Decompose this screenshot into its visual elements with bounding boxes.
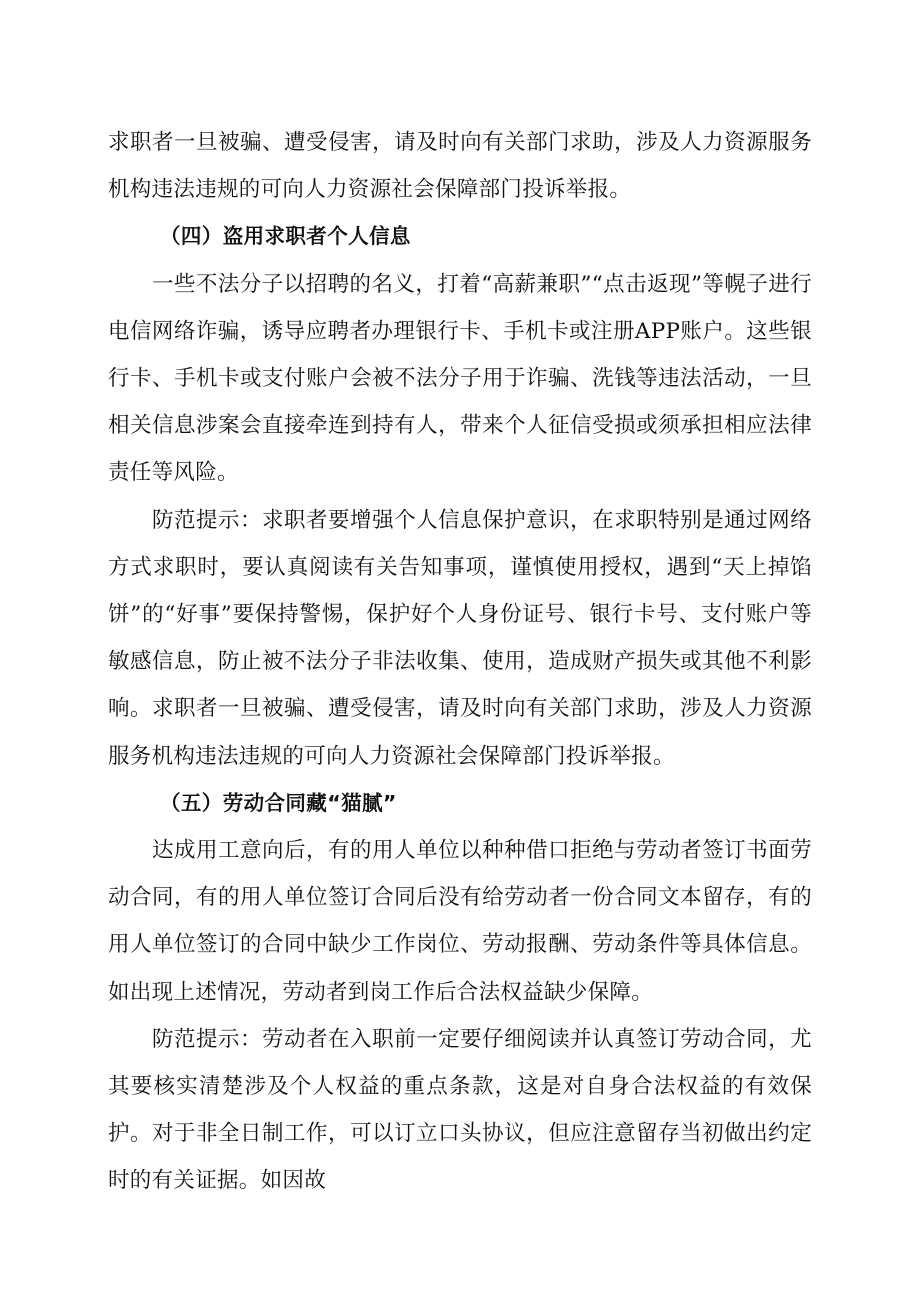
paragraph-contract-description: 达成用工意向后，有的用人单位以种种借口拒绝与劳动者签订书面劳动合同，有的用人单位签订合同后没有给劳动者一份合同文本留存，有的用人单位签订的合同中缺少工作岗位、劳动报酬、劳动条件等具体信息。如出现上述情况，劳动者到岗工作后合法权益缺少保障。 <box>108 838 812 1005</box>
paragraph-fraud-description: 一些不法分子以招聘的名义，打着“高薪兼职”“点击返现”等幌子进行电信网络诈骗，诱导应聘者办理银行卡、手机卡或注册APP账户。这些银行卡、手机卡或支付账户会被不法分子用于诈骗、洗钱等违法活动，一旦相关信息涉案会直接牵连到持有人，带来个人征信受损或须承担相应法律责任等风险。 <box>108 271 812 486</box>
paragraph-prevention-tip-5: 防范提示：劳动者在入职前一定要仔细阅读并认真签订劳动合同，尤其要核实清楚涉及个人权益的重点条款，这是对自身合法权益的有效保护。对于非全日制工作，可以订立口头协议，但应注意留存当初做出约定时的有关证据。如因故 <box>108 1026 812 1194</box>
paragraph-continued: 求职者一旦被骗、遭受侵害，请及时向有关部门求助，涉及人力资源服务机构违法违规的可向人力资源社会保障部门投诉举报。 <box>108 130 812 203</box>
paragraph-prevention-tip-4: 防范提示：求职者要增强个人信息保护意识，在求职特别是通过网络方式求职时，要认真阅读有关告知事项，谨慎使用授权，遇到“天上掉馅饼”的“好事”要保持警惕，保护好个人身份证号、银行卡号、支付账户等敏感信息，防止被不法分子非法收集、使用，造成财产损失或其他不利影响。求职者一旦被骗、遭受侵害，请及时向有关部门求助，涉及人力资源服务机构违法违规的可向人力资源社会保障部门投诉举报。 <box>108 507 812 769</box>
document-body <box>108 119 812 1205</box>
section-heading-5: （五）劳动合同藏“猫腻” <box>160 790 397 815</box>
section-heading-4: （四）盗用求职者个人信息 <box>160 224 411 249</box>
